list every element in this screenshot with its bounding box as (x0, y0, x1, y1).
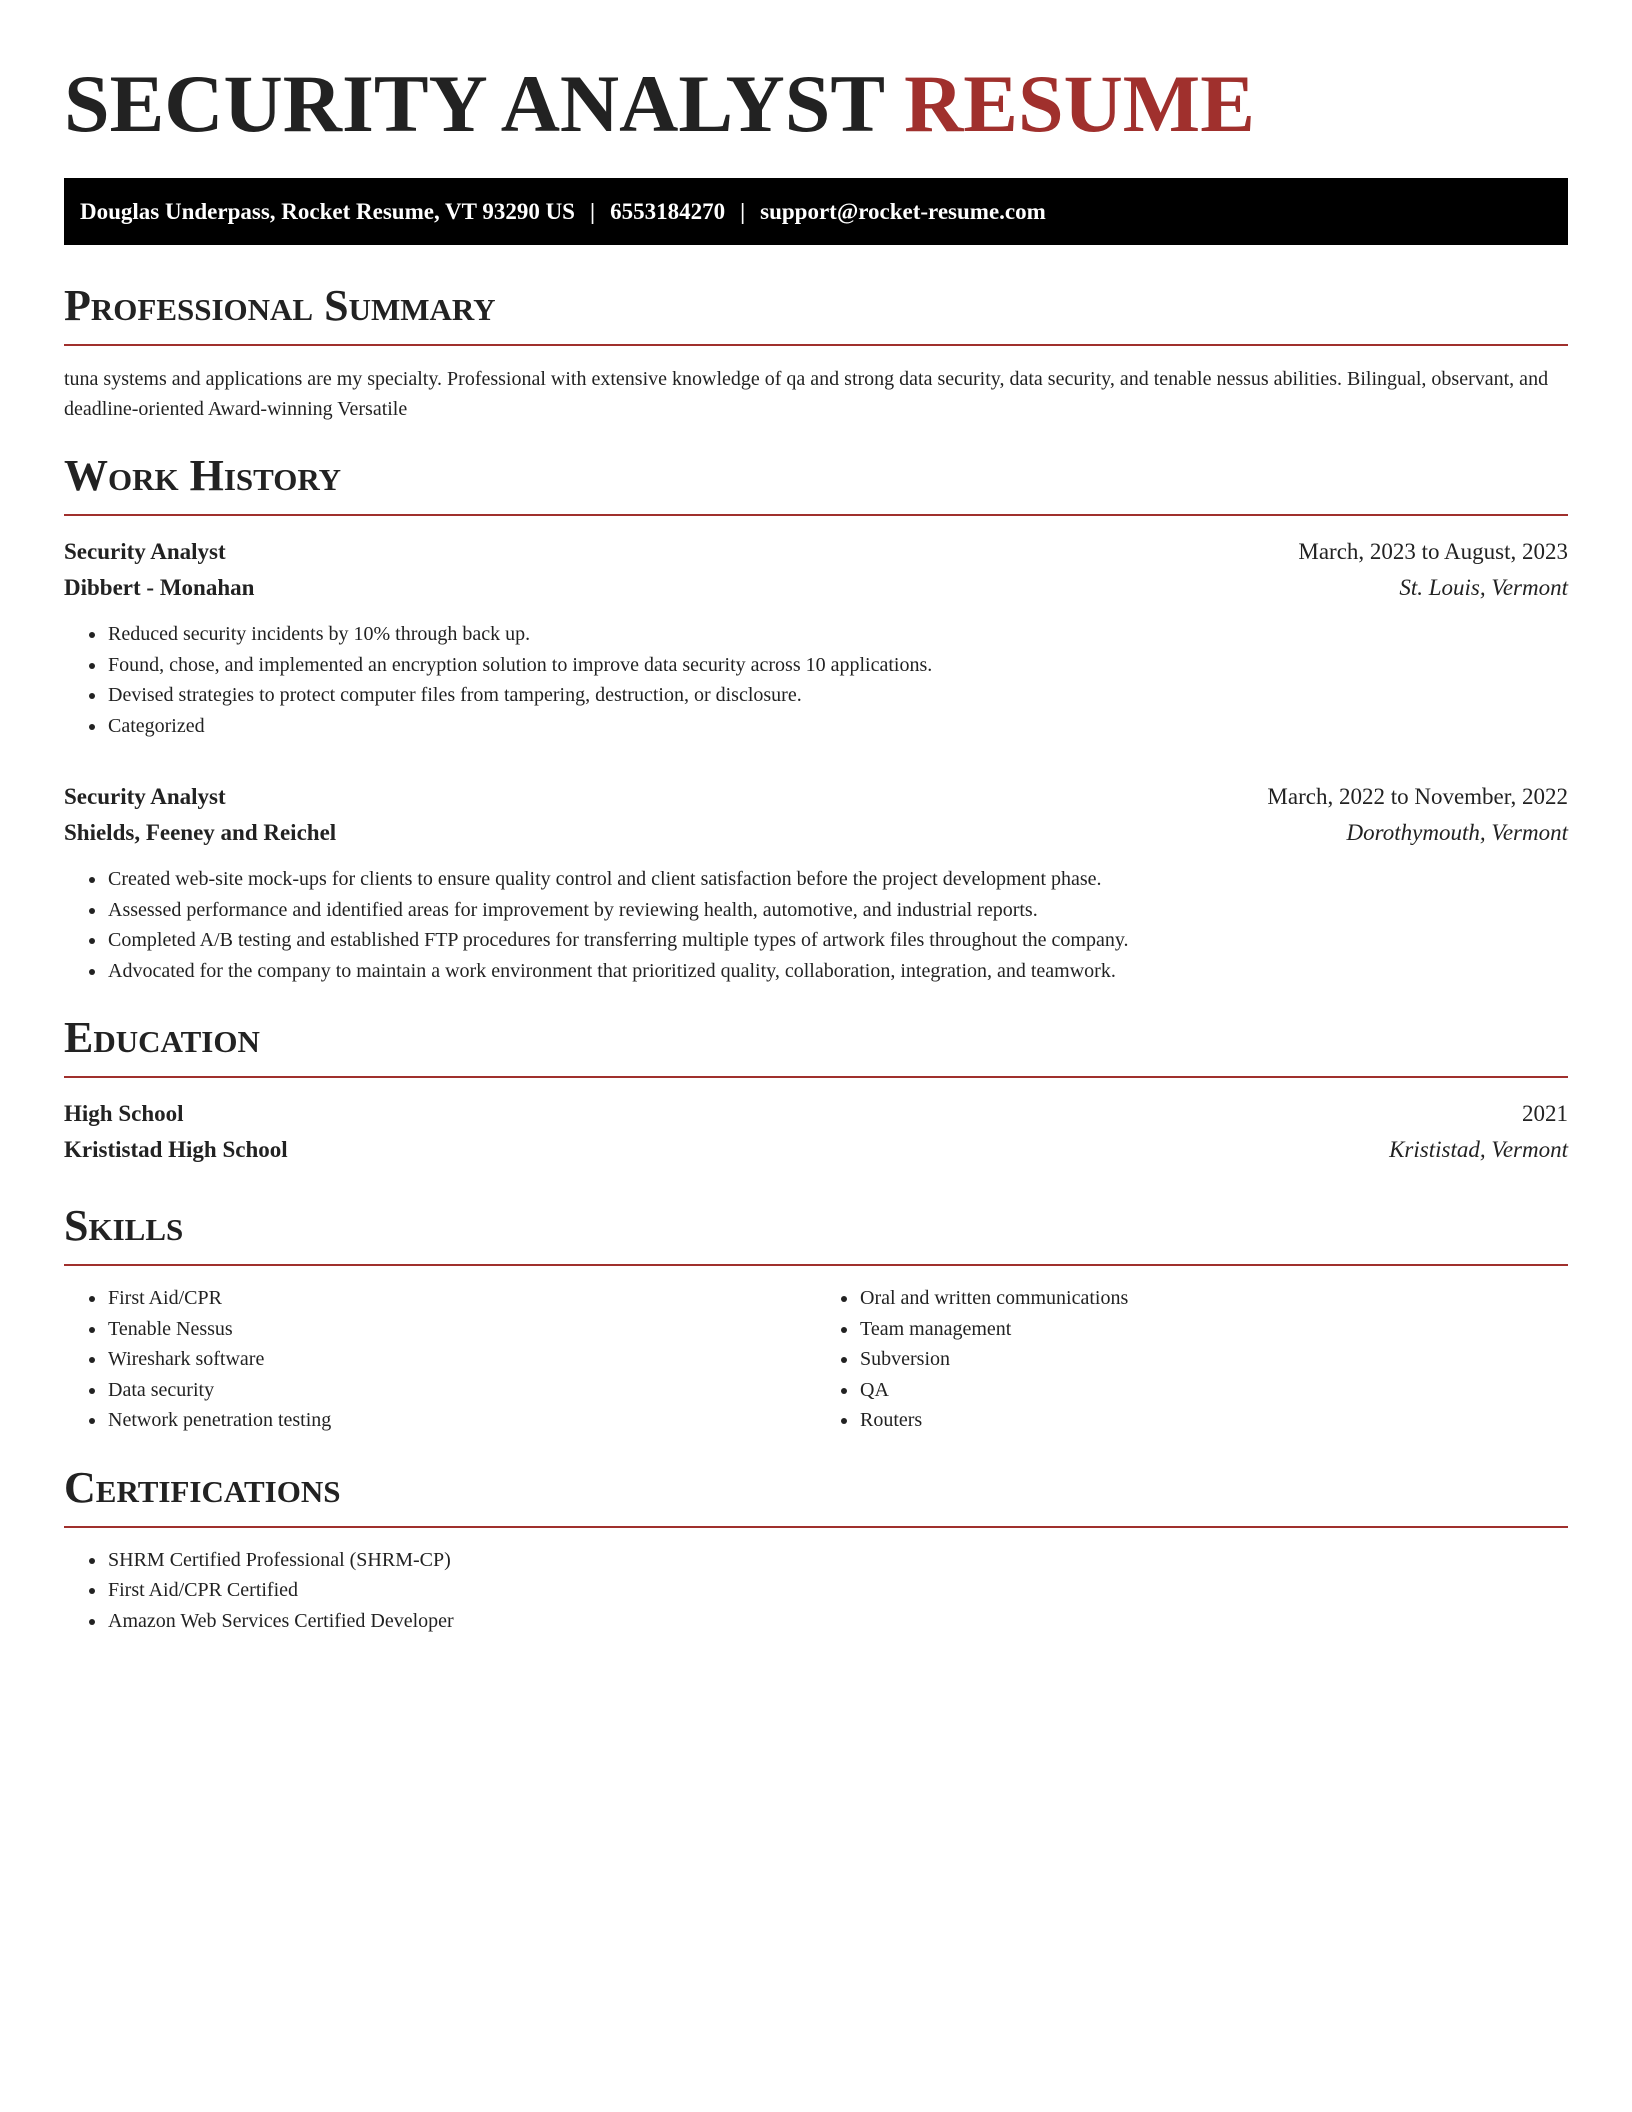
list-item: • Oral and written communications (859, 1283, 1568, 1314)
job-entry (64, 779, 1568, 986)
skills-list-right (816, 1283, 1568, 1436)
contact-separator: | (740, 198, 746, 224)
job-title: Security Analyst (64, 784, 226, 809)
contact-phone: 6553184270 (610, 198, 726, 224)
work-heading: Work History (64, 451, 342, 500)
certifications-heading: Certifications (64, 1462, 341, 1512)
section-divider (64, 1264, 1568, 1266)
job-bullets (64, 619, 1568, 741)
list-item: • First Aid/CPR (107, 1283, 816, 1314)
contact-address: Douglas Underpass, Rocket Resume, VT 93290 US (80, 198, 575, 224)
section-divider (64, 1526, 1568, 1528)
section-divider (64, 344, 1568, 346)
contact-separator: | (589, 198, 596, 224)
list-item: • Data security (107, 1375, 816, 1406)
list-item: • Categorized (107, 711, 1568, 742)
job-location: Dorothymouth, Vermont (1346, 820, 1568, 845)
job-entry (64, 534, 1568, 741)
certifications-list (64, 1545, 1568, 1637)
list-item: • Team management (859, 1314, 1568, 1345)
list-item: • Amazon Web Services Certified Developer (107, 1606, 1568, 1637)
job-company: Dibbert - Monahan (64, 575, 255, 600)
section-divider (64, 1076, 1568, 1078)
education-degree-row (64, 1096, 1568, 1132)
section-divider (64, 514, 1568, 516)
summary-heading: Professional Summary (64, 281, 496, 330)
list-item: • Tenable Nessus (107, 1314, 816, 1345)
job-dates: March, 2022 to November, 2022 (1267, 784, 1568, 809)
education-school-row (64, 1132, 1568, 1168)
list-item: • Devised strategies to protect computer files from tampering, destruction, or disclosure. (107, 680, 1568, 711)
education-school: Krististad High School (64, 1137, 288, 1162)
summary-section (64, 280, 1568, 424)
skills-section (64, 1200, 1568, 1436)
education-entry (64, 1096, 1568, 1168)
job-company: Shields, Feeney and Reichel (64, 820, 337, 845)
job-title: Security Analyst (64, 539, 226, 564)
list-item: • SHRM Certified Professional (SHRM-CP) (107, 1545, 1568, 1576)
education-year: 2021 (1522, 1101, 1568, 1126)
job-header-row (64, 779, 1568, 815)
education-section (64, 1012, 1568, 1168)
list-item: • Advocated for the company to maintain a work environment that prioritized quality, collaboration, integration, and teamwork. (107, 956, 1568, 987)
job-location: St. Louis, Vermont (1399, 575, 1568, 600)
skills-list-left (64, 1283, 816, 1436)
list-item: • QA (859, 1375, 1568, 1406)
list-item: • Found, chose, and implemented an encryption solution to improve data security across 10 applications. (107, 650, 1568, 681)
job-company-row (64, 570, 1568, 606)
skills-heading: Skills (64, 1201, 184, 1250)
list-item: • Completed A/B testing and established FTP procedures for transferring multiple types of artwork files throughout the company. (107, 925, 1568, 956)
list-item: • Created web-site mock-ups for clients to ensure quality control and client satisfaction before the project development phase. (107, 864, 1568, 895)
job-header-row (64, 534, 1568, 570)
resume-title (64, 0, 1568, 150)
summary-text: tuna systems and applications are my specialty. Professional with extensive knowledge of qa and strong data security, data security, and tenable nessus abilities. Bilingual, observant, and deadline-oriented Award-winning Versatile (64, 368, 1549, 420)
skills-grid (64, 1283, 1568, 1436)
list-item: • Wireshark software (107, 1344, 816, 1375)
education-heading: Education (64, 1013, 260, 1062)
job-bullets (64, 864, 1568, 986)
contact-email: support@rocket-resume.com (760, 198, 1046, 224)
list-item: • Network penetration testing (107, 1405, 816, 1436)
work-section (64, 450, 1568, 986)
contact-bar (64, 178, 1568, 245)
education-degree: High School (64, 1101, 184, 1126)
list-item: • Reduced security incidents by 10% through back up. (107, 619, 1568, 650)
list-item: • First Aid/CPR Certified (107, 1575, 1568, 1606)
job-company-row (64, 815, 1568, 851)
list-item: • Routers (859, 1405, 1568, 1436)
education-location: Krististad, Vermont (1389, 1137, 1568, 1162)
title-main: SECURITY ANALYST (64, 58, 884, 149)
title-accent: RESUME (904, 58, 1255, 149)
job-dates: March, 2023 to August, 2023 (1298, 539, 1568, 564)
list-item: • Subversion (859, 1344, 1568, 1375)
list-item: • Assessed performance and identified areas for improvement by reviewing health, automotive, and industrial reports. (107, 895, 1568, 926)
certifications-section (64, 1462, 1568, 1637)
